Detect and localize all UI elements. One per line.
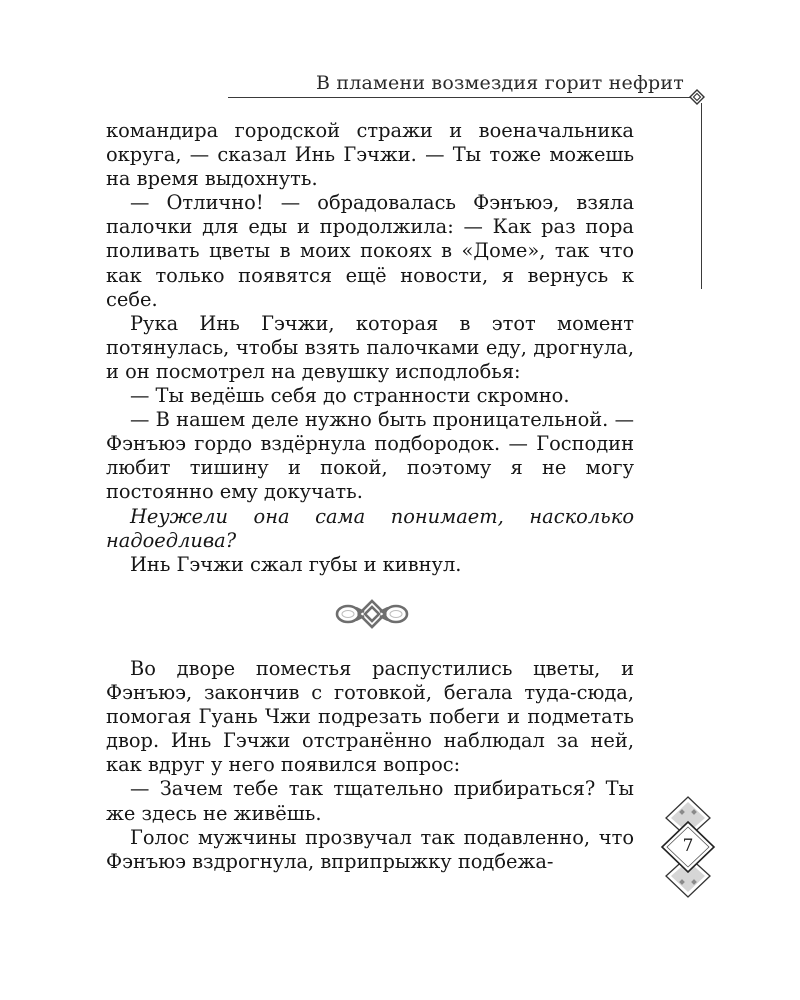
paragraph: Инь Гэчжи сжал губы и кивнул.	[130, 552, 462, 576]
page-number: 7	[682, 836, 694, 856]
text-block-top	[106, 119, 634, 577]
diamond-icon	[689, 89, 705, 105]
paragraph: Голос мужчины прозвучал так подавленно, что Фэнъюэ вздрогнула, вприпрыжку подбежа-	[106, 825, 634, 873]
margin-rule	[701, 103, 702, 289]
running-header-title: В пламени возмездия горит нефрит	[315, 72, 684, 94]
paragraph: — В нашем деле нужно быть проницательной. — Фэнъюэ гордо вздёрнула подбородок. — Господин любит тишину и покой, поэтому я не могу постоянно ему докучать.	[106, 408, 634, 504]
paragraph: Неужели она сама понимает, насколько надоедлива?	[106, 504, 634, 552]
knot-ornament-icon	[334, 598, 410, 630]
paragraph: командира городской стражи и военачальника округа, — сказал Инь Гэчжи. — Ты тоже можешь на время выдохнуть.	[106, 119, 634, 191]
paragraph: — Отлично! — обрадовалась Фэнъюэ, взяла палочки для еды и продолжила: — Как раз пора поливать цветы в моих покоях в «Доме», так что как только появятся ещё новости, я вернусь к себе.	[106, 191, 634, 311]
paragraph: Во дворе поместья распустились цветы, и Фэнъюэ, закончив с готовкой, бегала туда-сюда, помогая Гуань Чжи подрезать побеги и подметать двор. Инь Гэчжи отстранённо наблюдал за ней, как вдруг у него появился вопрос:	[106, 657, 634, 777]
paragraph: Рука Инь Гэчжи, которая в этот момент потянулась, чтобы взять палочками еду, дрогнула, и он посмотрел на девушку исподлобья:	[106, 311, 634, 383]
paragraph: — Ты ведёшь себя до странности скромно.	[130, 384, 570, 408]
header-rule	[228, 97, 690, 98]
text-block-bottom	[106, 657, 634, 874]
paragraph: — Зачем тебе так тщательно прибираться? Ты же здесь не живёшь.	[106, 777, 634, 825]
